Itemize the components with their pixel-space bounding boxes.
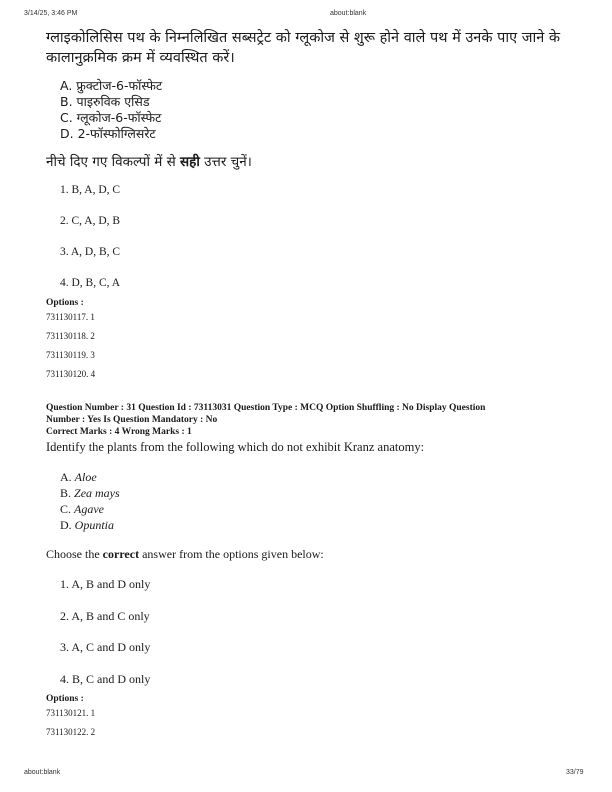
choice-item: 3. A, D, B, C bbox=[60, 246, 121, 258]
option-name: Aloe bbox=[74, 470, 97, 484]
option-letter: B. bbox=[60, 486, 75, 500]
choice-item: 2. C, A, D, B bbox=[60, 215, 121, 227]
option-letter: A. bbox=[60, 470, 75, 484]
page-number: 33/79 bbox=[566, 769, 584, 776]
instruction-bold: correct bbox=[102, 547, 140, 561]
question-31-instruction bbox=[46, 547, 586, 562]
choice-item: 4. D, B, C, A bbox=[60, 277, 121, 289]
question-31-text: Identify the plants from the following which do not exhibit Kranz anatomy: bbox=[46, 440, 425, 454]
option-item bbox=[60, 485, 586, 501]
print-datetime: 3/14/25, 3:46 PM bbox=[24, 10, 78, 17]
option-id: 731130121. 1 bbox=[46, 708, 96, 718]
page-content bbox=[46, 28, 586, 742]
option-id-list bbox=[46, 704, 586, 742]
print-url: about:blank bbox=[330, 10, 367, 17]
options-label: Options : bbox=[46, 298, 84, 308]
meta-line: Number : Yes Is Question Mandatory : No bbox=[46, 415, 218, 425]
instruction-text: उत्तर चुनें। bbox=[199, 154, 252, 170]
option-id: 731130122. 2 bbox=[46, 727, 96, 737]
option-id: 731130119. 3 bbox=[46, 350, 95, 360]
option-item: A. फ्रुक्टोज-6-फॉस्फेट bbox=[60, 78, 163, 93]
question-31-choices bbox=[60, 576, 586, 702]
instruction-bold: सही bbox=[180, 154, 200, 170]
choice-item: 3. A, C and D only bbox=[60, 640, 151, 654]
option-item bbox=[60, 469, 586, 485]
meta-line: Question Number : 31 Question Id : 73113031 Question Type : MCQ Option Shuffling : No Display Question bbox=[46, 403, 486, 413]
question-30-text: ग्लाइकोलिसिस पथ के निम्नलिखित सब्सट्रेट को ग्लूकोज से शुरू होने वाले पथ में उनके पाए जाने के कालानुक्रमिक क्रम में व्यवस्थित करें। bbox=[46, 30, 561, 66]
option-id: 731130120. 4 bbox=[46, 369, 96, 379]
question-31-options bbox=[60, 469, 586, 533]
option-item: B. पाइरुविक एसिड bbox=[60, 94, 150, 109]
option-name: Zea mays bbox=[74, 486, 120, 500]
question-30-choices bbox=[60, 182, 586, 306]
option-id: 731130117. 1 bbox=[46, 312, 95, 322]
marks-line: Correct Marks : 4 Wrong Marks : 1 bbox=[46, 427, 192, 437]
question-30-options bbox=[60, 78, 586, 142]
option-id-list bbox=[46, 308, 586, 384]
choice-item: 1. A, B and D only bbox=[60, 577, 151, 591]
instruction-text: answer from the options given below: bbox=[139, 547, 324, 561]
footer-url: about:blank bbox=[24, 769, 61, 776]
option-item bbox=[60, 501, 586, 517]
options-label: Options : bbox=[46, 694, 84, 704]
option-item: D. 2-फॉस्फोग्लिसरेट bbox=[60, 126, 156, 141]
choice-item: 2. A, B and C only bbox=[60, 608, 150, 623]
option-name: Agave bbox=[74, 502, 104, 516]
instruction-text: Choose the bbox=[46, 547, 103, 561]
instruction-text: नीचे दिए गए विकल्पों में से bbox=[46, 154, 181, 170]
option-name: Opuntia bbox=[74, 518, 115, 532]
question-31-meta bbox=[46, 402, 586, 438]
option-item: C. ग्लूकोज-6-फॉस्फेट bbox=[60, 110, 162, 125]
option-letter: D. bbox=[60, 518, 75, 532]
choice-item: 4. B, C and D only bbox=[60, 671, 151, 686]
option-id: 731130118. 2 bbox=[46, 331, 95, 341]
choice-item: 1. B, A, D, C bbox=[60, 184, 121, 196]
question-30-instruction bbox=[46, 152, 586, 170]
option-letter: C. bbox=[60, 502, 75, 516]
option-item bbox=[60, 517, 586, 533]
